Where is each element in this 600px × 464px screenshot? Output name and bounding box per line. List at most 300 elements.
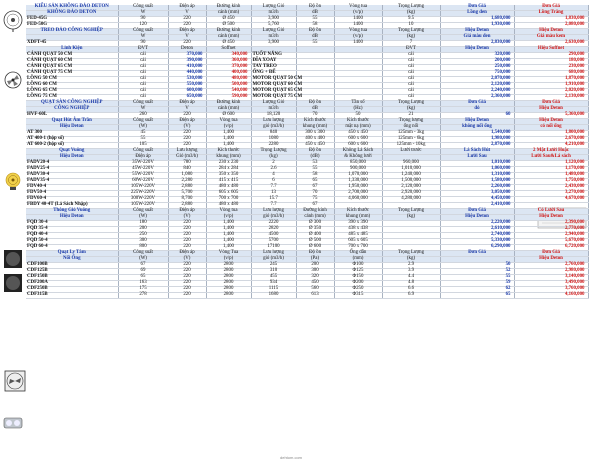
section-7-header-cell-9: Đơn Giá <box>514 251 588 257</box>
section-5-row-4-cell-6: 1,950,000 <box>334 185 382 191</box>
section-7-row-2-cell-3: 2800 <box>206 275 251 281</box>
section-5-row-5-cell-3: 605 x 605 <box>206 191 251 197</box>
section-6-header-cell-9: Có Lưới Sau <box>514 209 588 215</box>
section-6-row-4-cell-8: 6,290,000 <box>440 245 514 251</box>
section-5-row-4-cell-2: 2,880 <box>168 185 206 191</box>
section-7-row-5-cell-5: 613 <box>296 293 334 299</box>
section-4-row-2-cell-7: 125mm - 10kg <box>382 143 440 149</box>
section-7-units-cell-2: (V) <box>168 257 206 263</box>
section-1-row-0-cell-3: Ø 450 <box>206 41 251 47</box>
section-5-row-5-cell-6: 2,700,000 <box>334 191 382 197</box>
section-7-units-cell-5: (Pa) <box>296 257 334 263</box>
section-6-row-0-cell-4: 2220 <box>251 221 296 227</box>
section-5-row-7-cell-1: 105W-220V <box>118 203 168 209</box>
fan-photo-wall <box>2 70 24 92</box>
section-6-row-4-cell-6: 700 x 700 <box>334 245 382 251</box>
section-5-row-6-cell-6: 4,060,000 <box>334 197 382 203</box>
section-4-row-0-cell-5: 300 x 300 <box>296 131 334 137</box>
section-1-units-cell-2: V <box>168 35 206 41</box>
section-5-row-0-cell-4: 2 <box>251 161 296 167</box>
section-2-header-cell-0: Linh Kiện <box>26 47 118 53</box>
section-4-row-1-cell-4: 1080 <box>251 137 296 143</box>
section-5-row-1-cell-9: 1,170,000 <box>514 167 588 173</box>
section-5-row-1-cell-0: FADV25-4 <box>26 167 118 173</box>
section-7-header-cell-5: Độ ồn <box>296 251 334 257</box>
section-3-units-cell-3: cánh (mm) <box>206 107 251 113</box>
section-2-row-4-cell-7: cái <box>382 77 440 83</box>
section-4-header-cell-1: Công suất <box>118 119 168 125</box>
section-5-row-2-cell-9: 1,480,000 <box>514 173 588 179</box>
section-5-row-2-cell-6: 1,070,000 <box>334 173 382 179</box>
section-2-row-6-cell-7: cái <box>382 89 440 95</box>
section-0-units-cell-3: cánh (mm) <box>206 11 251 17</box>
section-1-units-cell-7: (kg) <box>382 35 440 41</box>
section-0-header-cell-3: Đường kính <box>206 5 251 11</box>
section-1-header-cell-4: Lượng Gió <box>251 29 296 35</box>
section-6-row-2-cell-9: 2,940,000 <box>514 233 588 239</box>
section-1-row-0-cell-7: 7 <box>382 41 440 47</box>
section-3-row-0-cell-0: HVF-60L <box>26 113 118 119</box>
section-6-row-3-cell-6: 605 x 605 <box>334 239 382 245</box>
section-4-row-2-cell-4: 2280 <box>251 143 296 149</box>
section-4-row-0-cell-0: AT 300 <box>26 131 118 137</box>
section-5-header-cell-8: Lá Sách Hút <box>440 149 514 155</box>
centrifugal-fan-icon <box>2 410 24 432</box>
section-5-row-4-cell-0: FDV40-4 <box>26 185 118 191</box>
section-3-header-cell-3: Đường kính <box>206 101 251 107</box>
section-2-row-4-cell-4: MOTOR QUẠT 50 CM <box>252 76 303 82</box>
section-7-row-2-cell-6: Φ150 <box>334 275 382 281</box>
section-7-row-1-cell-1: 69 <box>118 269 168 275</box>
section-5-row-2-cell-8: 1,310,000 <box>440 173 514 179</box>
section-5-header-cell-6: Không Lá Sách <box>334 149 382 155</box>
section-1-units-cell-9: Giá màu kem <box>514 35 588 41</box>
section-5-row-2-cell-5: 58 <box>296 173 334 179</box>
section-1-units-cell-1: W <box>118 35 168 41</box>
section-7-row-5-cell-8: 65 <box>440 293 514 299</box>
section-7-row-4-cell-9: 3,760,000 <box>514 287 588 293</box>
section-6-units-cell-8: Hiệu Deton <box>440 215 514 221</box>
section-0-row-1-cell-2: 220 <box>168 23 206 29</box>
section-7-units-cell-6: (mm) <box>334 257 382 263</box>
section-2-row-5-cell-4: MOTOR QUẠT 60 CM <box>252 82 303 88</box>
section-6-row-0-cell-9: 2,390,000 <box>514 221 588 227</box>
section-2-row-0-cell-8: 320,000 <box>440 53 514 59</box>
section-5-row-1-cell-2: 840 <box>168 167 206 173</box>
section-2-row-5-cell-7: cái <box>382 83 440 89</box>
section-1-row-0-cell-5: 55 <box>296 41 334 47</box>
section-7-row-3-cell-5: 450 <box>296 281 334 287</box>
section-0-header-cell-7: Trọng Lượng <box>382 5 440 11</box>
section-5-row-6-cell-2: 8,700 <box>168 197 206 203</box>
section-2-row-2-cell-0: CÁNH QUẠT 65 CM <box>26 65 118 71</box>
section-5-row-5-cell-2: 5,700 <box>168 191 206 197</box>
section-6-row-4-cell-3: 1,400 <box>206 245 251 251</box>
section-2-row-1-cell-3: 360,000 <box>206 59 251 65</box>
section-6-row-3-cell-0: FQD 50-4 <box>26 239 118 245</box>
section-3-row-0-cell-6: 50 <box>334 113 382 119</box>
section-3-units-cell-0: CÔNG NGHIỆP <box>26 107 118 113</box>
industrial-fan-icon <box>2 172 24 190</box>
section-0-row-1-cell-8: 1,930,000 <box>440 23 514 29</box>
section-4-units-cell-3: (v/p) <box>206 125 251 131</box>
section-2-row-2-cell-1: cái <box>118 65 168 71</box>
section-5-row-2-cell-0: FADV30-4 <box>26 173 118 179</box>
section-2-header-cell-1: ĐVT <box>118 47 168 53</box>
section-2-row-2-cell-7: cái <box>382 65 440 71</box>
section-0-row-1-cell-5: 58 <box>296 23 334 29</box>
section-7-row-1-cell-3: 2800 <box>206 269 251 275</box>
section-5-row-5-cell-5: 70 <box>296 191 334 197</box>
section-7-row-3-cell-1: 163 <box>118 281 168 287</box>
section-1-header-cell-2: Điện áp <box>168 29 206 35</box>
section-5-header-cell-0: Quạt Vuông <box>26 149 118 155</box>
section-7-units-cell-1: (W) <box>118 257 168 263</box>
section-4-units-cell-8: không nối ống <box>440 125 514 131</box>
section-4-header-cell-8: Hiệu Deton <box>440 119 514 125</box>
section-2-row-2-cell-9: 230,000 <box>514 65 588 71</box>
section-4-row-1-cell-8: 1,980,000 <box>440 137 514 143</box>
section-5-row-1-cell-1: 45W-220V <box>118 167 168 173</box>
section-5-units-cell-6: & Không lưới <box>334 155 382 161</box>
section-0-header-cell-4: Lượng Gió <box>251 5 296 11</box>
section-3-header-cell-1: Công suất <box>118 101 168 107</box>
section-4-header-cell-0: Quạt Hút Âm Trần <box>26 119 118 125</box>
section-2-row-6-cell-0: LỒNG 65 CM <box>26 89 118 95</box>
section-5-row-2-cell-4: 4 <box>251 173 296 179</box>
section-5-row-0-cell-9: 1,120,000 <box>514 161 588 167</box>
section-6-row-1-cell-4: 2820 <box>251 227 296 233</box>
section-5-row-1-cell-3: 284 x 284 <box>206 167 251 173</box>
section-5-row-1-cell-5: 55 <box>296 167 334 173</box>
section-3-row-0-cell-9: 5,360,000 <box>514 113 588 119</box>
section-5-header-cell-2: Lưu lượng <box>168 149 206 155</box>
section-5-row-7-cell-5: 67 <box>296 203 334 209</box>
section-0-row-0-cell-5: 55 <box>296 17 334 23</box>
section-5-row-3-cell-5: 65 <box>296 179 334 185</box>
section-6-units-cell-2: (V) <box>168 215 206 221</box>
section-2-row-5-cell-1: cái <box>118 83 168 89</box>
section-0-units-cell-1: W <box>118 11 168 17</box>
section-6-row-2-cell-3: 1,400 <box>206 233 251 239</box>
section-7-row-5-cell-1: 278 <box>118 293 168 299</box>
section-5-header-cell-4: Trọng Lượng <box>251 149 296 155</box>
section-7-row-2-cell-2: 220 <box>168 275 206 281</box>
section-0-row-0-cell-9: 1,830,000 <box>514 17 588 23</box>
section-4-row-1-cell-5: 400 x 400 <box>296 137 334 143</box>
section-0-row-1-cell-6: 1400 <box>334 23 382 29</box>
section-7-row-1-cell-6: Φ125 <box>334 269 382 275</box>
section-7-units-cell-4: gió (m3/h) <box>251 257 296 263</box>
section-6-units-cell-0: Hiệu Deton <box>26 215 118 221</box>
section-0-row-0-cell-1: 90 <box>118 17 168 23</box>
section-7-row-4-cell-0: CDF250B <box>26 287 118 293</box>
section-2-row-0-cell-3: 340,000 <box>206 53 251 59</box>
section-6-row-0-cell-0: FQD 30-4 <box>26 221 118 227</box>
section-0-header-cell-2: Điện áp <box>168 5 206 11</box>
section-2-row-5-cell-0: LỒNG 60 CM <box>26 83 118 89</box>
section-5-row-2-cell-1: 55W-220V <box>118 173 168 179</box>
section-2-row-0-cell-9: 290,000 <box>514 53 588 59</box>
section-5-row-3-cell-1: 60W-220V <box>118 179 168 185</box>
section-5-row-0-cell-6: 850,000 <box>334 161 382 167</box>
section-7-header-cell-2: Điện áp <box>168 251 206 257</box>
section-7-row-4-cell-3: 2800 <box>206 287 251 293</box>
section-7-row-1-cell-7: 3.9 <box>382 269 440 275</box>
section-3-header-cell-8: Đơn Giá <box>440 101 514 107</box>
section-5-row-7-cell-3: 480 x 480 <box>206 203 251 209</box>
section-1-header-cell-3: Đường kính <box>206 29 251 35</box>
section-5-units-cell-9: Lưới Sau&Lá sách <box>514 155 588 161</box>
section-6-row-0-cell-1: 180 <box>118 221 168 227</box>
section-1-units-cell-3: cánh (mm) <box>206 35 251 41</box>
section-4-header-cell-7: Trọng lượng <box>382 119 440 125</box>
section-3-row-0-cell-8: 60 <box>440 113 514 119</box>
section-7-row-5-cell-0: CDF315B <box>26 293 118 299</box>
section-7-row-4-cell-1: 175 <box>118 287 168 293</box>
section-7-row-2-cell-5: 320 <box>296 275 334 281</box>
section-6-row-2-cell-4: 4500 <box>251 233 296 239</box>
section-7-row-3-cell-7: 4.8 <box>382 281 440 287</box>
section-5-row-3-cell-6: 1,330,000 <box>334 179 382 185</box>
section-0-units-cell-5: dB <box>296 11 334 17</box>
section-7-header-cell-8: Đơn Giá <box>440 251 514 257</box>
section-7-row-4-cell-8: 62 <box>440 287 514 293</box>
section-2-row-5-cell-9: 1,910,000 <box>514 83 588 89</box>
section-2-row-6-cell-2: 600,000 <box>168 89 206 95</box>
section-4-units-cell-9: có nối ống <box>514 125 588 131</box>
section-7-row-2-cell-7: 4.4 <box>382 275 440 281</box>
section-4-row-0-cell-8: 1,540,000 <box>440 131 514 137</box>
section-7-units-cell-3: (v/p) <box>206 257 251 263</box>
section-2-row-7-cell-8: 2,360,000 <box>440 95 514 101</box>
section-5-row-3-cell-3: 415 x 415 <box>206 179 251 185</box>
section-7-row-1-cell-5: 300 <box>296 269 334 275</box>
section-7-row-2-cell-8: 55 <box>440 275 514 281</box>
section-4-row-2-cell-0: AT 600-2 (hộp số) <box>26 143 118 149</box>
section-0-row-1-cell-7: 10 <box>382 23 440 29</box>
section-4-header-cell-4: Lưu lượng <box>251 119 296 125</box>
section-7-row-5-cell-9: 4,160,000 <box>514 293 588 299</box>
section-4-row-0-cell-9: 1,800,000 <box>514 131 588 137</box>
section-0-row-0-cell-6: 1400 <box>334 17 382 23</box>
section-3-header-cell-4: Lượng Gió <box>251 101 296 107</box>
section-0-row-0-cell-3: Ø 450 <box>206 17 251 23</box>
section-1-row-0-cell-9: 2,630,000 <box>514 41 588 47</box>
section-7-row-3-cell-2: 220 <box>168 281 206 287</box>
section-5-row-6-cell-9: 4,670,000 <box>514 197 588 203</box>
section-2-row-3-cell-4: ỐNG + ĐẾ <box>251 71 296 77</box>
section-2-header-cell-7: ĐVT <box>382 47 440 53</box>
section-6-header-cell-1: Công suất <box>118 209 168 215</box>
section-2-row-0-cell-0: CÁNH QUẠT 50 CM <box>26 53 118 59</box>
section-1-header-cell-7: Trọng Lượng <box>382 29 440 35</box>
section-2-row-1-cell-9: 180,000 <box>514 59 588 65</box>
section-5-row-2-cell-3: 350 x 350 <box>206 173 251 179</box>
section-5-row-1-cell-8: 1,060,000 <box>440 167 514 173</box>
ventilation-fan-icon <box>4 370 26 392</box>
section-1-header-cell-0: TREO ĐẢO CÔNG NGHIỆP <box>26 29 118 35</box>
section-5-row-2-cell-7: 1,240,000 <box>382 173 440 179</box>
section-4-units-cell-6: mặt nạ (mm) <box>334 125 382 131</box>
section-0-units-cell-2: V <box>168 11 206 17</box>
section-5-header-cell-1: Công suất <box>118 149 168 155</box>
section-7-row-0-cell-2: 220 <box>168 263 206 269</box>
section-6-header-cell-3: Vòng tua <box>206 209 251 215</box>
section-6-header-cell-7: Trọng Lượng <box>382 209 440 215</box>
section-4-units-cell-2: (V) <box>168 125 206 131</box>
section-6-units-cell-4: gió (m3/h) <box>251 215 296 221</box>
section-5-row-0-cell-8: 1,010,000 <box>440 161 514 167</box>
section-6-units-cell-7: (kg) <box>382 215 440 221</box>
section-6-row-1-cell-6: 438 x 438 <box>334 227 382 233</box>
section-2-row-6-cell-3: 540,000 <box>206 89 251 95</box>
section-7-row-4-cell-2: 220 <box>168 287 206 293</box>
fan-photo-square <box>2 248 24 298</box>
section-5-row-3-cell-7: 1,500,000 <box>382 179 440 185</box>
section-6-row-1-cell-5: Ø 350 <box>296 227 334 233</box>
section-1-row-0-cell-4: 3,900 <box>251 41 296 47</box>
section-5-row-1-cell-6: 900,000 <box>334 167 382 173</box>
section-7-row-0-cell-3: 2800 <box>206 263 251 269</box>
floor-fan-icon <box>2 10 24 32</box>
section-3-header-cell-5: Độ ồn <box>296 101 334 107</box>
section-1-header-cell-5: Độ ồn <box>296 29 334 35</box>
section-3-header-cell-0: QUẠT SÀN CÔNG NGHIỆP <box>26 101 118 107</box>
section-7-row-4-cell-5: 560 <box>296 287 334 293</box>
section-5-row-0-cell-3: 230 x 230 <box>206 161 251 167</box>
section-2-row-1-cell-2: 390,000 <box>168 59 206 65</box>
section-7-row-2-cell-9: 3,140,000 <box>514 275 588 281</box>
section-5-header-cell-3: Kích thước <box>206 149 251 155</box>
section-6-row-1-cell-0: FQD 35-4 <box>26 227 118 233</box>
section-5-row-7-cell-8: 2,410,000 <box>440 203 514 209</box>
section-7-row-1-cell-9: 2,980,000 <box>514 269 588 275</box>
section-1-row-0-cell-6: 1400 <box>334 41 382 47</box>
section-6-row-4-cell-0: FQD 60-4 <box>26 245 118 251</box>
fan-photo-industrial <box>2 172 24 190</box>
section-5-row-3-cell-9: 1,750,000 <box>514 179 588 185</box>
section-4-units-cell-1: (W) <box>118 125 168 131</box>
section-1-units-cell-6: (v/p) <box>334 35 382 41</box>
section-6-row-4-cell-2: 220 <box>168 245 206 251</box>
section-0-header-cell-1: Công suất <box>118 5 168 11</box>
section-7-row-5 <box>26 293 588 299</box>
section-3-units-cell-5: dB <box>296 107 334 113</box>
section-4-header-cell-3: Vòng tua <box>206 119 251 125</box>
section-0-row-1-cell-0: FED-50G <box>26 23 118 29</box>
section-2-row-3-cell-2: 440,000 <box>168 71 206 77</box>
section-3-units-cell-1: W <box>118 107 168 113</box>
section-6-row-2-cell-1: 250 <box>118 233 168 239</box>
section-6-row-3-cell-5: Ø 500 <box>296 239 334 245</box>
section-2-row-4-cell-2: 530,000 <box>168 77 206 83</box>
section-5-row-6-cell-1: 300W-220V <box>118 197 168 203</box>
section-1-row-0-cell-8: 2,830,000 <box>440 41 514 47</box>
section-5-row-4-cell-4: 7.7 <box>251 185 296 191</box>
section-2-row-5-cell-3: 500,000 <box>206 83 251 89</box>
section-6-row-0-cell-5: Ø 300 <box>296 221 334 227</box>
section-6-row-3-cell-2: 220 <box>168 239 206 245</box>
section-2-row-0-cell-2: 370,000 <box>168 53 206 59</box>
section-5-row-2-cell-2: 1,080 <box>168 173 206 179</box>
section-7-row-0-cell-0: CDF100B <box>26 263 118 269</box>
section-3-units-cell-4: m3/h <box>251 107 296 113</box>
section-0-row-1-cell-3: Ø 500 <box>206 23 251 29</box>
section-4-row-2-cell-9: 4,210,000 <box>514 143 588 149</box>
section-5-row-6-cell-8: 4,450,000 <box>440 197 514 203</box>
section-4-row-2-cell-5: 450 x 450 <box>296 143 334 149</box>
section-2-header-cell-9: Hiệu Soffnet <box>514 47 588 53</box>
section-2-row-4-cell-1: cái <box>118 77 168 83</box>
section-4-row-2-cell-8: 2,870,000 <box>440 143 514 149</box>
section-5-units-cell-0: Hiệu Deton <box>26 155 118 161</box>
section-2-row-4-cell-0: LỒNG 50 CM <box>26 77 118 83</box>
section-4-row-2-cell-1: 105 <box>118 143 168 149</box>
section-7-row-5-cell-4: 1680 <box>251 293 296 299</box>
section-0-row-0-cell-8: 1,680,000 <box>440 17 514 23</box>
section-6-row-1-cell-8: 2,610,000 <box>440 227 514 233</box>
section-4-row-2-cell-3: 1,400 <box>206 143 251 149</box>
section-2-row-7-cell-9: 2,130,000 <box>514 95 588 101</box>
section-6-header-cell-4: Lưu lượng <box>251 209 296 215</box>
section-6-row-4-cell-9: 6,720,000 <box>514 245 588 251</box>
section-7-row-5-cell-7: 6.9 <box>382 293 440 299</box>
section-5-row-0-cell-0: FADV20-4 <box>26 161 118 167</box>
section-7-row-3-cell-4: 934 <box>251 281 296 287</box>
section-7-header-cell-7: Trọng Lượng <box>382 251 440 257</box>
section-0-units-cell-7: (kg) <box>382 11 440 17</box>
section-2-row-1-cell-8: 200,000 <box>440 59 514 65</box>
section-4-row-2-cell-2: 220 <box>168 143 206 149</box>
section-1-units-cell-5: dB <box>296 35 334 41</box>
section-5-row-4-cell-8: 2,260,000 <box>440 185 514 191</box>
section-3-header-cell-7: Trọng Lượng <box>382 101 440 107</box>
section-7-row-4-cell-7: 6.6 <box>382 287 440 293</box>
section-1-row-0-cell-0: XDFT-45 <box>26 41 118 47</box>
section-5-row-6-cell-5: 75 <box>296 197 334 203</box>
section-7-row-2-cell-0: CDF150B <box>26 275 118 281</box>
section-2-row-3-cell-3: 400,000 <box>206 71 251 77</box>
section-6-row-2-cell-6: 485 x 485 <box>334 233 382 239</box>
section-7-row-5-cell-2: 220 <box>168 293 206 299</box>
section-2-row-3-cell-0: CÁNH QUẠT 75 CM <box>26 71 118 77</box>
section-7-row-3-cell-0: CDF200A <box>26 281 118 287</box>
section-5-row-0-cell-5: 53 <box>296 161 334 167</box>
section-3-row-0-cell-3: Ø 600 <box>206 113 251 119</box>
section-5-row-3-cell-8: 1,580,000 <box>440 179 514 185</box>
section-4-row-2-cell-6: 600 x 600 <box>334 143 382 149</box>
section-7-header-cell-0: Quạt Ly Tâm <box>26 251 118 257</box>
section-2-row-6-cell-8: 2,240,000 <box>440 89 514 95</box>
section-6-row-4-cell-4: 17100 <box>251 245 296 251</box>
section-1-units-cell-8: Giá màu đen <box>440 35 514 41</box>
section-4-row-1-cell-0: AT 400-1 (hộp số) <box>26 137 118 143</box>
section-5-row-4-cell-5: 67 <box>296 185 334 191</box>
section-0-units-cell-4: m3/h <box>251 11 296 17</box>
section-4-row-0-cell-3: 1,400 <box>206 131 251 137</box>
section-5-row-0-cell-1: 35W-220V <box>118 161 168 167</box>
section-5-row-3-cell-0: FADV35-4 <box>26 179 118 185</box>
section-7-row-3-cell-9: 3,490,000 <box>514 281 588 287</box>
section-1-header-cell-1: Công suất <box>118 29 168 35</box>
fan-photo-ventilation <box>4 370 26 392</box>
price-table-body <box>26 5 588 299</box>
fan-photo-floor <box>2 10 24 32</box>
section-4-row-1-cell-2: 220 <box>168 137 206 143</box>
section-7-units-cell-7: (kg) <box>382 257 440 263</box>
section-6-row-0-cell-3: 1,400 <box>206 221 251 227</box>
